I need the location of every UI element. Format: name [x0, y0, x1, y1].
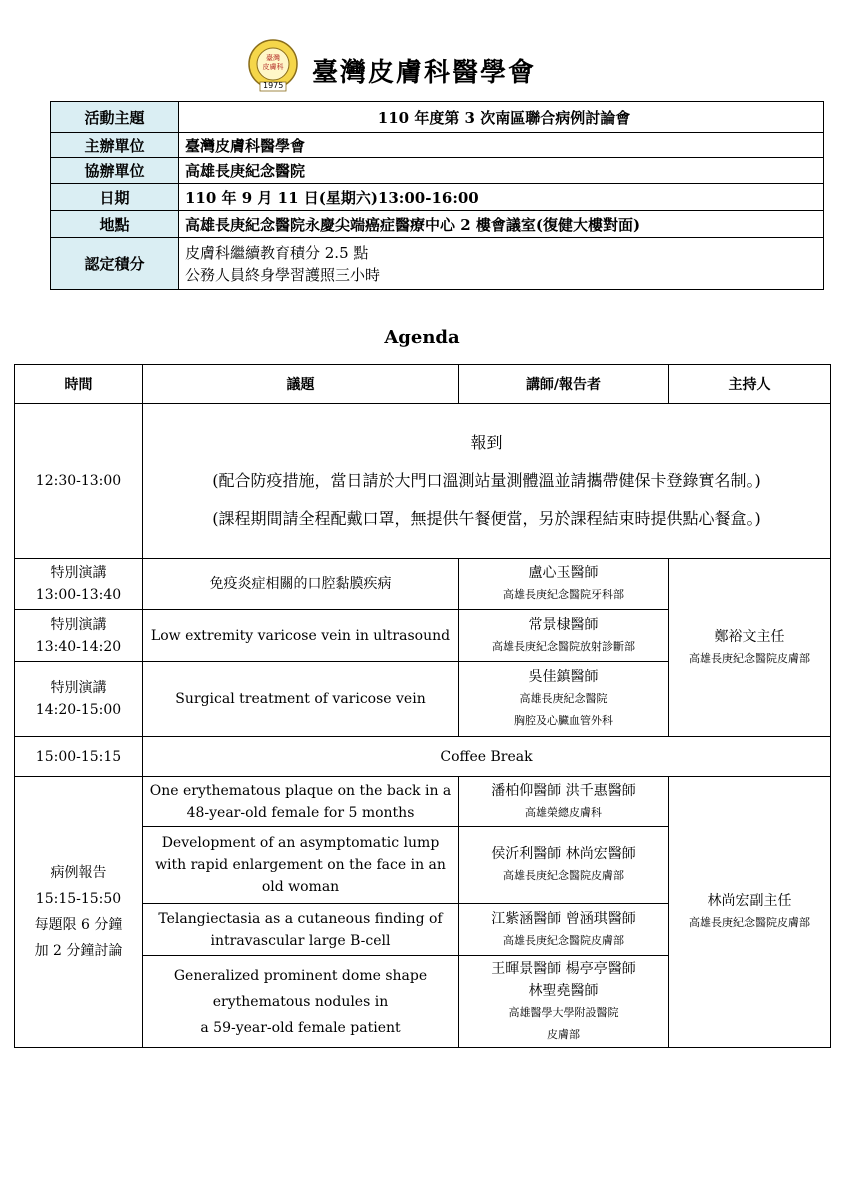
info-key: 活動主題: [51, 102, 179, 133]
case-topic-line: intravascular large B-cell: [210, 932, 391, 949]
case-topic: [143, 827, 459, 904]
header: [246, 38, 566, 98]
moderator-name: 鄭裕文主任: [714, 628, 785, 645]
speaker-name: 侯沂利醫師 林尚宏醫師: [491, 846, 636, 862]
case-topic: [143, 777, 459, 827]
moderator-affiliation: 高雄長庚紀念醫院皮膚部: [689, 916, 810, 929]
info-key: 協辦單位: [51, 158, 179, 184]
case-topic: [143, 956, 459, 1048]
speaker-name: 王暉景醫師 楊亭亭醫師: [491, 960, 636, 977]
speaker-name: 盧心玉醫師: [528, 565, 599, 581]
info-value: 110 年 9 月 11 日(星期六)13:00-16:00: [179, 184, 824, 211]
speaker-affiliation: 高雄長庚紀念醫院皮膚部: [503, 933, 624, 947]
talk-topic: 免疫炎症相關的口腔黏膜疾病: [143, 559, 459, 610]
speaker-name: 江紫涵醫師 曾涵琪醫師: [491, 910, 636, 927]
info-value: 臺灣皮膚科醫學會: [179, 133, 824, 158]
info-key: 地點: [51, 211, 179, 238]
case-topic: [143, 904, 459, 956]
registration-label: 報到: [470, 433, 503, 452]
case-row: [15, 777, 831, 827]
talk-type: 特別演講: [50, 680, 107, 696]
info-value: 110 年度第 3 次南區聯合病例討論會: [179, 102, 824, 133]
speaker-name: 潘柏仰醫師 洪千惠醫師: [491, 782, 636, 799]
case-block-title: 病例報告: [50, 865, 107, 881]
case-speaker: [459, 827, 669, 904]
speaker-affiliation: 高雄長庚紀念醫院: [519, 692, 608, 705]
event-info-table: [50, 101, 824, 290]
case-speaker: [459, 777, 669, 827]
header-time: 時間: [15, 365, 143, 404]
speaker-affiliation: 高雄榮總皮膚科: [525, 805, 602, 819]
case-speaker: [459, 904, 669, 956]
svg-text:皮膚科: 皮膚科: [262, 63, 284, 71]
case-topic-line: a 59-year-old female patient: [200, 1019, 401, 1036]
case-moderator: [669, 777, 831, 1048]
registration-row: [15, 404, 831, 559]
speaker-affiliation: 胸腔及心臟血管外科: [514, 714, 613, 727]
svg-text:臺灣: 臺灣: [266, 54, 280, 62]
case-topic-line: with rapid enlargement on the face in an: [155, 857, 446, 873]
header-moderator: 主持人: [669, 365, 831, 404]
talk-topic: Low extremity varicose vein in ultrasound: [143, 610, 459, 662]
speaker-name: 常景棣醫師: [528, 616, 599, 633]
case-topic-line: Development of an asymptomatic lump: [161, 835, 440, 851]
special-moderator: [669, 559, 831, 737]
case-topic-line: erythematous nodules in: [212, 993, 389, 1010]
talk-speaker: [459, 559, 669, 610]
case-block-rule: 加 2 分鐘討論: [34, 943, 123, 959]
speaker-affiliation: 高雄長庚紀念醫院牙科部: [503, 588, 624, 601]
info-key: 日期: [51, 184, 179, 211]
moderator-name: 林尚宏副主任: [707, 893, 792, 909]
talk-time: [15, 610, 143, 662]
talk-speaker: [459, 610, 669, 662]
org-title: 臺灣皮膚科醫學會: [312, 58, 537, 88]
talk-type: 特別演講: [50, 565, 107, 581]
info-row-date: [51, 184, 824, 211]
case-topic-line: Telangiectasia as a cutaneous finding of: [158, 910, 443, 927]
speaker-affiliation: 皮膚部: [547, 1027, 580, 1041]
info-value: [179, 238, 824, 290]
case-block-info: [15, 777, 143, 1048]
info-value: 高雄長庚紀念醫院永慶尖端癌症醫療中心 2 樓會議室(復健大樓對面): [179, 211, 824, 238]
case-topic-line: One erythematous plaque on the back in a: [149, 782, 452, 799]
break-label: Coffee Break: [143, 737, 831, 777]
case-topic-line: 48-year-old female for 5 months: [186, 804, 415, 821]
info-row-co-host: [51, 158, 824, 184]
moderator-affiliation: 高雄長庚紀念醫院皮膚部: [689, 651, 810, 665]
speaker-affiliation: 高雄長庚紀念醫院皮膚部: [503, 869, 624, 882]
talk-time-range: 13:40-14:20: [35, 638, 122, 655]
speaker-name: 吳佳鎮醫師: [528, 669, 599, 685]
talk-type: 特別演講: [50, 616, 107, 633]
header-topic: 議題: [143, 365, 459, 404]
case-speaker: [459, 956, 669, 1048]
case-block-rule: 每題限 6 分鐘: [34, 917, 123, 933]
talk-topic: Surgical treatment of varicose vein: [143, 662, 459, 737]
case-block-time: 15:15-15:50: [35, 891, 122, 907]
credit-line: 皮膚科繼續教育積分 2.5 點: [185, 243, 369, 262]
agenda-title: Agenda: [384, 327, 460, 348]
info-value: 高雄長庚紀念醫院: [179, 158, 824, 184]
info-key: 認定積分: [51, 238, 179, 290]
info-row-topic: [51, 102, 824, 133]
info-row-host: [51, 133, 824, 158]
agenda-header-row: [15, 365, 831, 404]
break-row: [15, 737, 831, 777]
registration-note: (配合防疫措施，當日請於大門口溫測站量測體溫並請攜帶健保卡登錄實名制。): [212, 471, 761, 490]
special-talk-row: [15, 559, 831, 610]
agenda-table: [14, 364, 831, 1048]
registration-time: 12:30-13:00: [15, 404, 143, 559]
speaker-name: 林聖堯醫師: [528, 982, 599, 999]
info-key: 主辦單位: [51, 133, 179, 158]
speaker-affiliation: 高雄長庚紀念醫院放射診斷部: [492, 639, 635, 653]
talk-time: [15, 662, 143, 737]
talk-time-range: 14:20-15:00: [35, 702, 122, 718]
case-topic-line: Generalized prominent dome shape: [173, 967, 428, 984]
info-row-credits: [51, 238, 824, 290]
credit-line: 公務人員終身學習護照三小時: [185, 265, 381, 284]
break-time: 15:00-15:15: [15, 737, 143, 777]
talk-time-range: 13:00-13:40: [35, 587, 122, 603]
case-topic-line: old woman: [261, 879, 340, 895]
registration-notice: [143, 404, 831, 559]
registration-note: (課程期間請全程配戴口罩，無提供午餐便當，另於課程結束時提供點心餐盒。): [212, 509, 761, 528]
logo-year: 1975: [263, 81, 284, 90]
talk-speaker: [459, 662, 669, 737]
speaker-affiliation: 高雄醫學大學附設醫院: [508, 1005, 619, 1019]
info-row-location: [51, 211, 824, 238]
header-speaker: 講師/報告者: [459, 365, 669, 404]
talk-time: [15, 559, 143, 610]
